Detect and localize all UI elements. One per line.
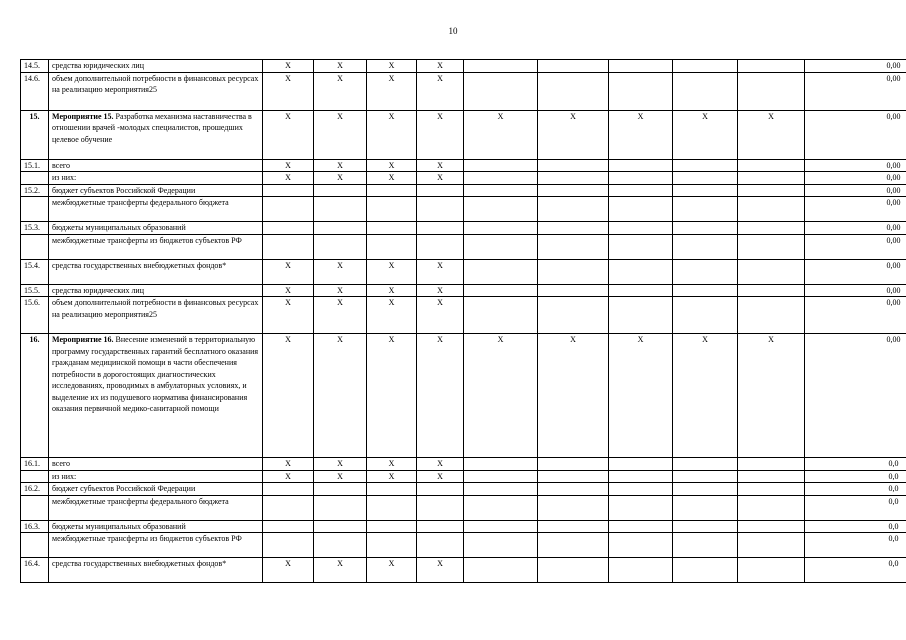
mark-cell <box>464 234 538 259</box>
mark-cell: X <box>609 110 673 159</box>
mark-cell <box>673 172 738 185</box>
mark-cell <box>673 470 738 483</box>
total-cell: 0,0 <box>805 458 906 471</box>
mark-cell: X <box>263 334 314 458</box>
mark-cell <box>417 197 464 222</box>
row-number: 14.5. <box>21 60 49 73</box>
row-name <box>49 533 263 558</box>
mark-cell: X <box>417 172 464 185</box>
row-name-text: средства государственных внебюджетных фондов* <box>52 559 227 568</box>
table-row <box>21 458 906 471</box>
row-number <box>21 197 49 222</box>
table-row <box>21 470 906 483</box>
mark-cell <box>609 259 673 284</box>
mark-cell <box>738 259 805 284</box>
mark-cell <box>738 520 805 533</box>
mark-cell <box>367 533 417 558</box>
mark-cell <box>314 533 367 558</box>
mark-cell <box>464 159 538 172</box>
mark-cell: X <box>367 558 417 583</box>
mark-cell <box>673 60 738 73</box>
row-name-text: бюджеты муниципальных образований <box>52 521 186 531</box>
mark-cell: X <box>367 110 417 159</box>
mark-cell: X <box>263 297 314 334</box>
mark-cell: X <box>367 159 417 172</box>
mark-cell <box>367 184 417 197</box>
mark-cell <box>738 284 805 297</box>
mark-cell <box>263 197 314 222</box>
row-number: 15.6. <box>21 297 49 334</box>
mark-cell: X <box>417 470 464 483</box>
mark-cell <box>738 184 805 197</box>
mark-cell: X <box>673 334 738 458</box>
row-name-text: межбюджетные трансферты из бюджетов субъектов РФ <box>52 235 242 245</box>
mark-cell: X <box>314 60 367 73</box>
mark-cell: X <box>263 72 314 110</box>
total-cell: 0,0 <box>805 495 906 520</box>
mark-cell: X <box>263 558 314 583</box>
mark-cell <box>738 297 805 334</box>
mark-cell <box>538 72 609 110</box>
mark-cell <box>673 284 738 297</box>
row-name <box>49 297 263 334</box>
mark-cell <box>417 533 464 558</box>
mark-cell <box>673 458 738 471</box>
mark-cell <box>609 297 673 334</box>
table-row <box>21 60 906 73</box>
row-name <box>49 284 263 297</box>
table-row <box>21 284 906 297</box>
mark-cell <box>538 533 609 558</box>
total-cell: 0,00 <box>805 222 906 235</box>
mark-cell <box>673 159 738 172</box>
mark-cell: X <box>417 297 464 334</box>
total-cell: 0,00 <box>805 60 906 73</box>
mark-cell <box>538 495 609 520</box>
mark-cell <box>609 60 673 73</box>
mark-cell: X <box>314 334 367 458</box>
mark-cell: X <box>464 110 538 159</box>
mark-cell <box>538 259 609 284</box>
table-row <box>21 495 906 520</box>
mark-cell <box>673 558 738 583</box>
mark-cell <box>314 495 367 520</box>
mark-cell: X <box>738 110 805 159</box>
row-number <box>21 495 49 520</box>
row-name <box>49 495 263 520</box>
mark-cell <box>367 197 417 222</box>
mark-cell <box>738 197 805 222</box>
mark-cell <box>464 259 538 284</box>
mark-cell: X <box>263 458 314 471</box>
mark-cell: X <box>314 558 367 583</box>
table-body <box>21 60 906 583</box>
row-name <box>49 197 263 222</box>
mark-cell <box>417 184 464 197</box>
total-cell: 0,00 <box>805 72 906 110</box>
table-row <box>21 72 906 110</box>
total-cell: 0,0 <box>805 533 906 558</box>
row-name-text: из них: <box>52 471 77 481</box>
mark-cell <box>673 234 738 259</box>
mark-cell <box>738 558 805 583</box>
mark-cell: X <box>367 172 417 185</box>
measure-label: Мероприятие 16. <box>52 335 114 344</box>
row-number: 15.2. <box>21 184 49 197</box>
mark-cell <box>367 234 417 259</box>
mark-cell <box>464 483 538 496</box>
total-cell: 0,0 <box>805 483 906 496</box>
row-name-text: межбюджетные трансферты федерального бюджета <box>52 496 229 506</box>
mark-cell <box>538 159 609 172</box>
mark-cell <box>538 458 609 471</box>
mark-cell <box>609 72 673 110</box>
row-number: 16.2. <box>21 483 49 496</box>
total-cell: 0,00 <box>805 334 906 458</box>
mark-cell <box>263 483 314 496</box>
mark-cell: X <box>263 259 314 284</box>
mark-cell <box>538 60 609 73</box>
mark-cell: X <box>314 284 367 297</box>
mark-cell <box>464 284 538 297</box>
mark-cell: X <box>367 72 417 110</box>
mark-cell <box>464 520 538 533</box>
mark-cell <box>464 172 538 185</box>
row-name <box>49 159 263 172</box>
mark-cell <box>538 520 609 533</box>
row-number: 15. <box>21 110 49 159</box>
row-name-text: всего <box>52 160 71 170</box>
mark-cell <box>609 533 673 558</box>
row-name-text: межбюджетные трансферты федерального бюджета <box>52 198 229 207</box>
row-name-text: из них: <box>52 173 77 182</box>
mark-cell <box>738 234 805 259</box>
mark-cell <box>538 172 609 185</box>
mark-cell <box>263 222 314 235</box>
row-number: 14.6. <box>21 72 49 110</box>
mark-cell <box>609 222 673 235</box>
mark-cell: X <box>263 172 314 185</box>
mark-cell <box>738 495 805 520</box>
mark-cell: X <box>417 72 464 110</box>
mark-cell: X <box>367 60 417 73</box>
mark-cell <box>738 72 805 110</box>
mark-cell: X <box>314 470 367 483</box>
mark-cell <box>738 533 805 558</box>
mark-cell <box>464 72 538 110</box>
mark-cell <box>367 495 417 520</box>
mark-cell <box>609 284 673 297</box>
mark-cell: X <box>538 110 609 159</box>
mark-cell <box>673 259 738 284</box>
mark-cell: X <box>417 284 464 297</box>
mark-cell <box>738 222 805 235</box>
row-name <box>49 222 263 235</box>
mark-cell <box>673 184 738 197</box>
mark-cell <box>263 533 314 558</box>
mark-cell <box>609 184 673 197</box>
mark-cell: X <box>367 284 417 297</box>
mark-cell <box>417 234 464 259</box>
mark-cell: X <box>314 458 367 471</box>
mark-cell <box>464 184 538 197</box>
table-row <box>21 110 906 159</box>
row-name-text: всего <box>52 459 71 468</box>
mark-cell <box>673 483 738 496</box>
row-number <box>21 533 49 558</box>
mark-cell <box>464 222 538 235</box>
mark-cell: X <box>367 458 417 471</box>
mark-cell <box>738 483 805 496</box>
total-cell: 0,00 <box>805 184 906 197</box>
total-cell: 0,00 <box>805 159 906 172</box>
row-name-text: Внесение изменений в территориальную программу государственных гарантий бесплатного оказания гражданам медицинской помощи в части обеспечения потребности в дорогостоящих диагностических исследованиях, проводимых в амбулаторных условиях, и выделение их из подушевого норматива финансирования оказания первичной медико-санитарной помощи <box>52 335 259 413</box>
row-number: 16.1. <box>21 458 49 471</box>
mark-cell: X <box>367 334 417 458</box>
table-row <box>21 222 906 235</box>
row-name <box>49 483 263 496</box>
row-name <box>49 259 263 284</box>
row-name <box>49 172 263 185</box>
row-number: 15.5. <box>21 284 49 297</box>
mark-cell: X <box>417 60 464 73</box>
row-number: 16.4. <box>21 558 49 583</box>
mark-cell <box>464 458 538 471</box>
total-cell: 0,00 <box>805 110 906 159</box>
mark-cell: X <box>314 172 367 185</box>
table-row <box>21 520 906 533</box>
mark-cell <box>609 558 673 583</box>
mark-cell <box>673 297 738 334</box>
mark-cell: X <box>263 159 314 172</box>
mark-cell <box>263 520 314 533</box>
row-number: 15.1. <box>21 159 49 172</box>
mark-cell <box>464 495 538 520</box>
mark-cell <box>417 495 464 520</box>
table-row <box>21 172 906 185</box>
mark-cell: X <box>314 110 367 159</box>
mark-cell <box>314 197 367 222</box>
mark-cell <box>538 197 609 222</box>
row-number: 15.4. <box>21 259 49 284</box>
mark-cell <box>538 297 609 334</box>
total-cell: 0,00 <box>805 284 906 297</box>
mark-cell: X <box>673 110 738 159</box>
mark-cell: X <box>738 334 805 458</box>
measure-label: Мероприятие 15. <box>52 111 114 121</box>
mark-cell <box>738 470 805 483</box>
mark-cell: X <box>417 110 464 159</box>
mark-cell: X <box>263 110 314 159</box>
total-cell: 0,00 <box>805 234 906 259</box>
mark-cell: X <box>609 334 673 458</box>
row-number: 16.3. <box>21 520 49 533</box>
mark-cell <box>538 222 609 235</box>
budget-table <box>20 59 906 583</box>
row-name-text: Разработка механизма наставничества в отношении врачей -молодых специалистов, прошедших целевое обучение <box>52 111 252 144</box>
mark-cell: X <box>263 470 314 483</box>
mark-cell <box>738 159 805 172</box>
mark-cell <box>464 470 538 483</box>
mark-cell: X <box>367 470 417 483</box>
mark-cell <box>367 483 417 496</box>
mark-cell: X <box>417 458 464 471</box>
total-cell: 0,00 <box>805 172 906 185</box>
mark-cell <box>464 197 538 222</box>
table-row <box>21 558 906 583</box>
mark-cell: X <box>314 297 367 334</box>
table-row <box>21 197 906 222</box>
row-name-text: объем дополнительной потребности в финансовых ресурсах на реализацию мероприятия25 <box>52 73 259 94</box>
mark-cell <box>367 222 417 235</box>
row-name <box>49 334 263 458</box>
table-row <box>21 334 906 458</box>
table-row <box>21 184 906 197</box>
mark-cell <box>417 483 464 496</box>
total-cell: 0,00 <box>805 259 906 284</box>
row-name <box>49 60 263 73</box>
total-cell: 0,0 <box>805 558 906 583</box>
row-number: 16. <box>21 334 49 458</box>
mark-cell <box>609 483 673 496</box>
row-name-text: средства государственных внебюджетных фондов* <box>52 260 227 270</box>
table-row <box>21 259 906 284</box>
mark-cell <box>314 483 367 496</box>
mark-cell: X <box>367 297 417 334</box>
mark-cell <box>538 483 609 496</box>
row-number <box>21 470 49 483</box>
page-number: 10 <box>448 26 458 36</box>
mark-cell <box>538 284 609 297</box>
mark-cell <box>367 520 417 533</box>
row-name <box>49 110 263 159</box>
mark-cell: X <box>417 259 464 284</box>
row-name-text: средства юридических лиц <box>52 285 144 295</box>
mark-cell <box>673 533 738 558</box>
mark-cell: X <box>417 334 464 458</box>
mark-cell <box>609 520 673 533</box>
row-name <box>49 520 263 533</box>
mark-cell <box>538 558 609 583</box>
row-name <box>49 470 263 483</box>
table-row <box>21 483 906 496</box>
mark-cell <box>673 72 738 110</box>
mark-cell <box>464 60 538 73</box>
mark-cell: X <box>263 284 314 297</box>
total-cell: 0,0 <box>805 520 906 533</box>
mark-cell: X <box>417 558 464 583</box>
mark-cell <box>609 234 673 259</box>
row-number <box>21 172 49 185</box>
mark-cell: X <box>263 60 314 73</box>
mark-cell <box>609 458 673 471</box>
row-name-text: бюджет субъектов Российской Федерации <box>52 185 196 195</box>
total-cell: 0,00 <box>805 197 906 222</box>
row-name <box>49 72 263 110</box>
total-cell: 0,0 <box>805 470 906 483</box>
row-name-text: бюджеты муниципальных образований <box>52 223 186 232</box>
row-name-text: средства юридических лиц <box>52 61 144 70</box>
total-cell: 0,00 <box>805 297 906 334</box>
mark-cell <box>673 520 738 533</box>
row-name-text: объем дополнительной потребности в финансовых ресурсах на реализацию мероприятия25 <box>52 298 259 319</box>
mark-cell: X <box>538 334 609 458</box>
row-number: 15.3. <box>21 222 49 235</box>
mark-cell <box>464 533 538 558</box>
row-name-text: бюджет субъектов Российской Федерации <box>52 484 196 493</box>
mark-cell <box>263 234 314 259</box>
table-row <box>21 159 906 172</box>
row-name <box>49 558 263 583</box>
mark-cell <box>609 495 673 520</box>
mark-cell <box>263 495 314 520</box>
mark-cell: X <box>314 159 367 172</box>
row-name <box>49 458 263 471</box>
mark-cell <box>673 495 738 520</box>
mark-cell <box>314 184 367 197</box>
mark-cell <box>417 222 464 235</box>
mark-cell <box>673 222 738 235</box>
mark-cell <box>464 297 538 334</box>
row-name <box>49 184 263 197</box>
mark-cell: X <box>314 259 367 284</box>
mark-cell <box>609 172 673 185</box>
mark-cell <box>263 184 314 197</box>
table-row <box>21 297 906 334</box>
mark-cell: X <box>417 159 464 172</box>
mark-cell <box>738 172 805 185</box>
mark-cell <box>738 458 805 471</box>
mark-cell <box>609 470 673 483</box>
mark-cell <box>609 159 673 172</box>
mark-cell <box>538 184 609 197</box>
mark-cell: X <box>367 259 417 284</box>
mark-cell <box>673 197 738 222</box>
mark-cell <box>417 520 464 533</box>
mark-cell <box>314 234 367 259</box>
row-number <box>21 234 49 259</box>
mark-cell <box>538 234 609 259</box>
mark-cell <box>314 222 367 235</box>
table-row <box>21 234 906 259</box>
mark-cell <box>464 558 538 583</box>
row-name-text: межбюджетные трансферты из бюджетов субъектов РФ <box>52 534 242 543</box>
mark-cell: X <box>314 72 367 110</box>
mark-cell <box>738 60 805 73</box>
row-name <box>49 234 263 259</box>
mark-cell <box>314 520 367 533</box>
mark-cell <box>538 470 609 483</box>
table-row <box>21 533 906 558</box>
mark-cell: X <box>464 334 538 458</box>
mark-cell <box>609 197 673 222</box>
